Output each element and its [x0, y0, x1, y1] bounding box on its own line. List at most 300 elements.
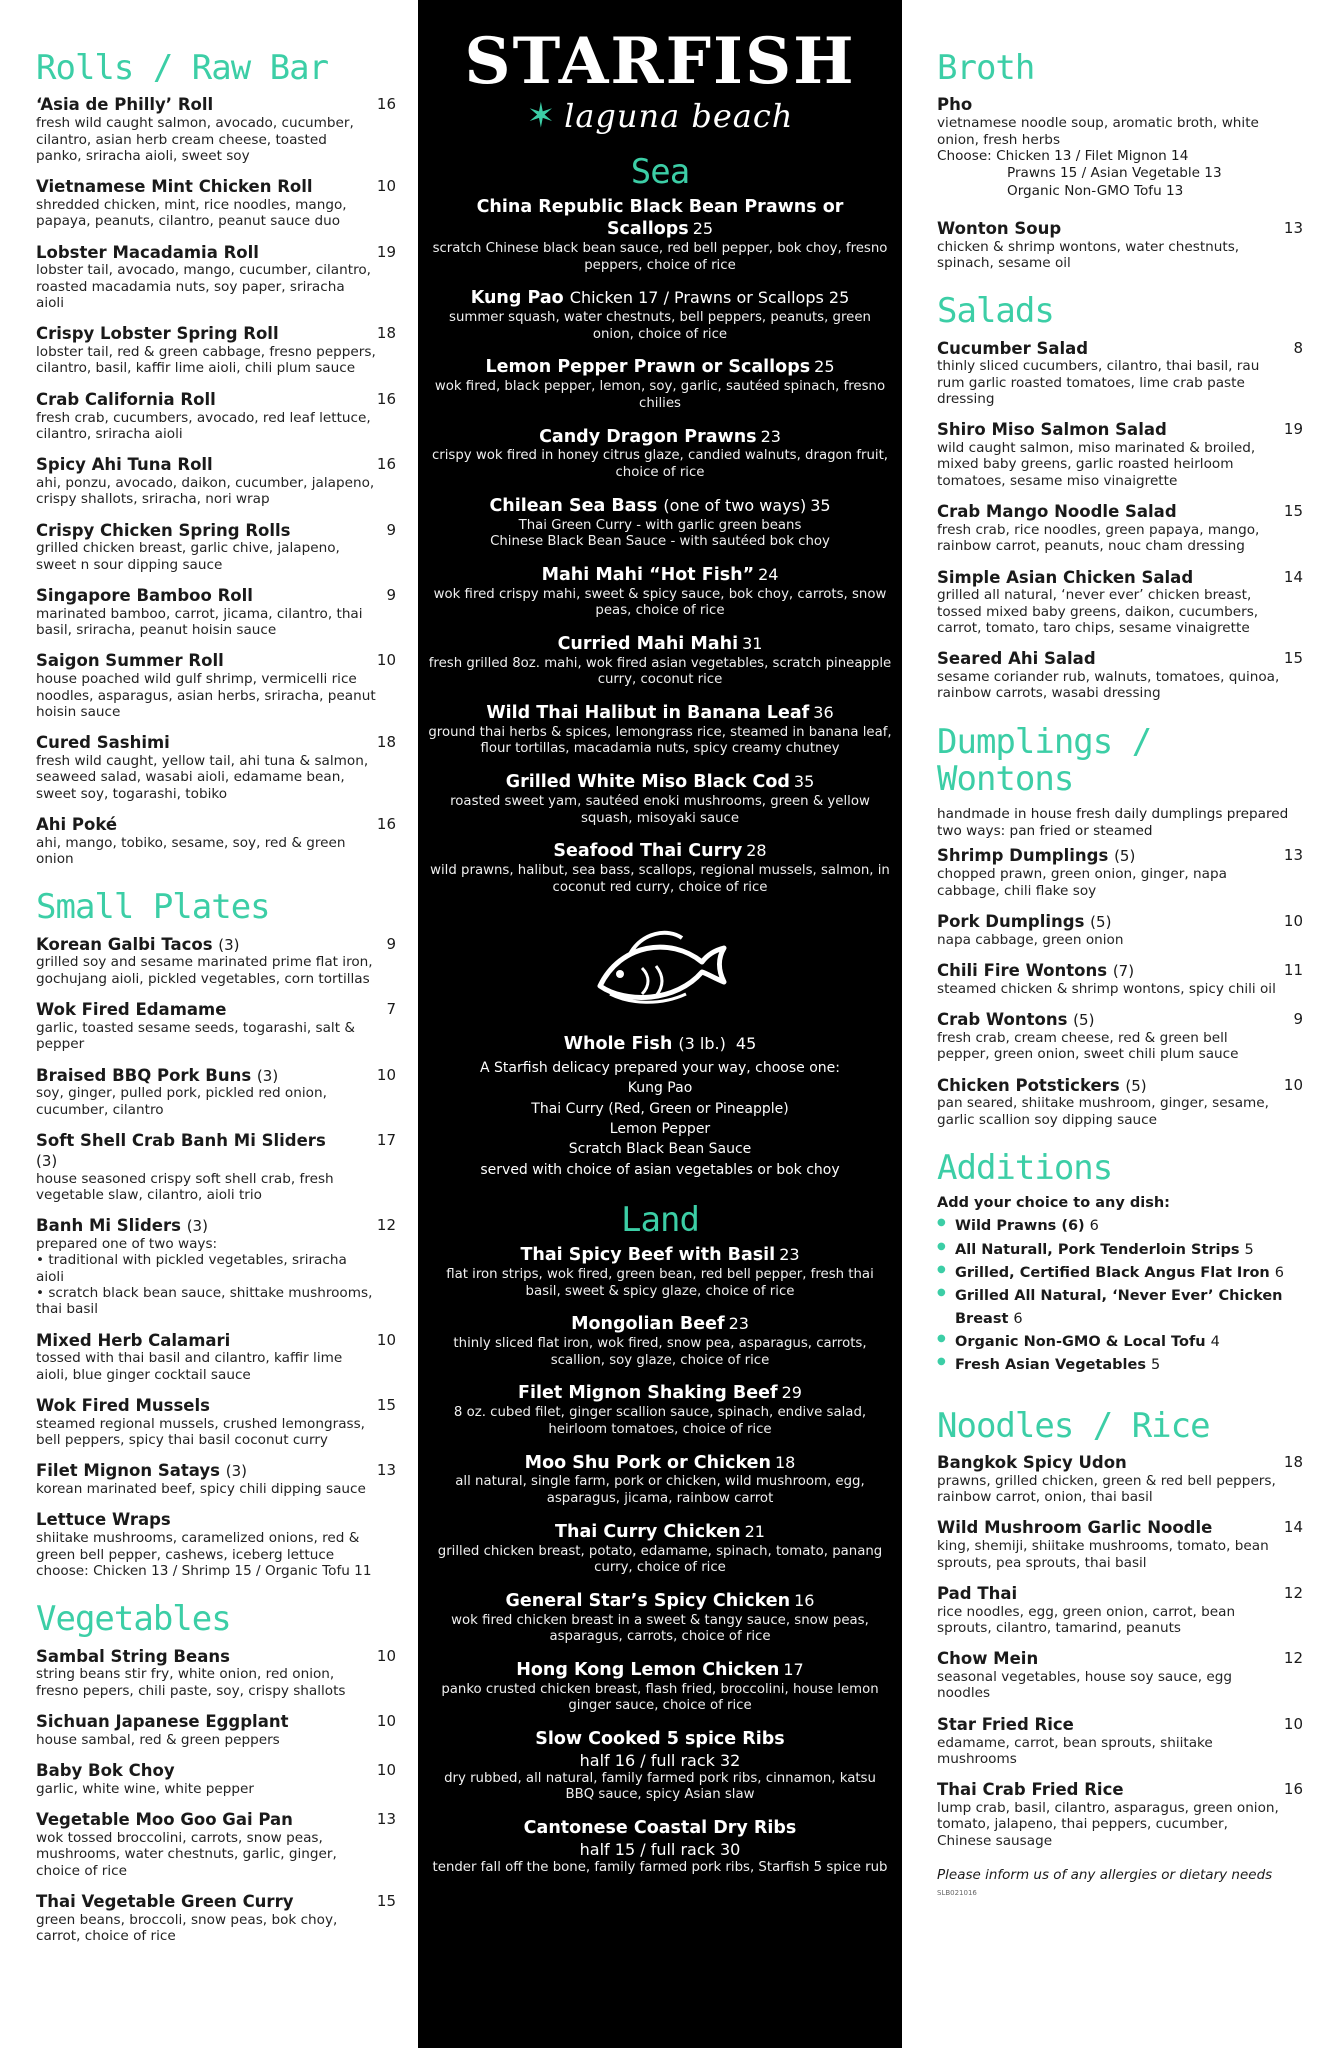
item-name	[428, 841, 892, 863]
item-desc: wok fired chicken breast in a sweet & tangy sauce, snow peas, asparagus, carrots, choice of rice	[451, 1612, 869, 1645]
item-desc: wild caught salmon, miso marinated & broiled, mixed baby greens, garlic roasted heirloom tomatoes, sesame miso vinaigrette	[937, 440, 1256, 489]
item-name	[937, 846, 1303, 866]
item-name-text: Pork Dumplings	[937, 911, 1085, 931]
item-name-text: Soft Shell Crab Banh Mi Sliders	[36, 1130, 326, 1150]
item-price: 31	[742, 633, 763, 653]
item-name	[937, 912, 1303, 932]
whole-fish-item	[428, 1034, 892, 1180]
item-name-text: Mongolian Beef	[571, 1314, 725, 1335]
item-name-text: Chilean Sea Bass	[489, 495, 658, 516]
item-name	[36, 243, 396, 263]
addition-price: 5	[1244, 1241, 1254, 1258]
pho-name: Pho	[937, 95, 973, 115]
item-portion: (5)	[1125, 1076, 1147, 1095]
menu-item	[428, 197, 892, 274]
additions-lead: Add your choice to any dish:	[937, 1195, 1170, 1212]
menu-item	[36, 586, 396, 638]
whole-fish-price: 45	[735, 1034, 757, 1054]
item-price-options: half 15 / full rack 30	[579, 1839, 741, 1859]
land-list	[428, 1245, 892, 1876]
item-name	[428, 634, 892, 656]
whole-fish-option-line: Lemon Pepper	[609, 1120, 711, 1137]
item-desc: edamame, carrot, bean sprouts, shiitake mushrooms	[937, 1734, 1213, 1767]
item-desc: 8 oz. cubed filet, ginger scallion sauce, spinach, endive salad, heirloom tomatoes, choice of rice	[453, 1405, 867, 1437]
menu-item	[36, 1000, 396, 1052]
item-name-text: Vegetable Moo Goo Gai Pan	[36, 1810, 293, 1830]
item-name	[428, 1591, 892, 1613]
item-desc: napa cabbage, green onion	[937, 931, 1124, 948]
item-desc: wok fired crispy mahi, sweet & spicy sauce, bok choy, carrots, snow peas, choice of rice	[433, 586, 887, 619]
additions-section-title: Additions	[937, 1147, 1113, 1188]
rolls-section-title: Rolls / Raw Bar	[36, 48, 329, 88]
item-desc: lobster tail, avocado, mango, cucumber, cilantro, roasted macadamia nuts, soy paper, sriracha aioli	[36, 262, 371, 311]
item-desc: fresh crab, rice noodles, green papaya, mango, rainbow carrot, peanuts, nouc cham dressing	[937, 521, 1260, 555]
item-name-text: Lettuce Wraps	[36, 1510, 171, 1530]
item-desc: steamed regional mussels, crushed lemongrass, bell peppers, spicy thai basil coconut curry	[36, 1415, 366, 1449]
menu-item	[36, 1131, 396, 1203]
wonton-soup-item	[937, 219, 1303, 271]
wonton-soup-price: 13	[1283, 218, 1303, 237]
item-name-text: Mahi Mahi “Hot Fish”	[541, 564, 755, 585]
item-name	[36, 586, 396, 606]
item-name	[937, 339, 1303, 359]
item-price: 7	[386, 1000, 396, 1019]
additions-list	[937, 1215, 1303, 1377]
menu-item	[36, 1892, 396, 1944]
item-name	[937, 1649, 1303, 1669]
menu-item	[428, 1660, 892, 1715]
item-price: 13	[376, 1461, 396, 1480]
item-name-text: Kung Pao	[470, 288, 564, 309]
item-name	[36, 733, 396, 753]
sea-section-title: Sea	[630, 152, 690, 192]
item-portion: (3)	[225, 1462, 247, 1481]
logo-sub-row	[428, 96, 892, 136]
item-name	[937, 502, 1303, 522]
vegetables-section-title: Vegetables	[36, 1599, 231, 1640]
item-name-text: Hong Kong Lemon Chicken	[516, 1659, 780, 1680]
item-price: 12	[1283, 1583, 1303, 1602]
starfish-icon: ✶	[526, 96, 557, 136]
item-desc: ground thai herbs & spices, lemongrass rice, steamed in banana leaf, flour tortillas, macadamia nuts, spicy creamy chutney	[428, 724, 892, 757]
menu-item	[937, 1649, 1303, 1701]
addition-name: Grilled All Natural, ‘Never Ever’ Chicken Breast	[955, 1287, 1283, 1328]
item-name	[36, 1892, 396, 1912]
item-desc: crispy wok fired in honey citrus glaze, candied walnuts, dragon fruit, choice of rice	[431, 448, 889, 481]
whole-fish-option-line: Scratch Black Bean Sauce	[568, 1141, 752, 1158]
item-name	[36, 1216, 396, 1236]
item-name-text: Thai Vegetable Green Curry	[36, 1891, 294, 1911]
item-price: 28	[746, 841, 767, 861]
item-desc: grilled all natural, ‘never ever’ chicken breast, tossed mixed baby greens, daikon, cucumbers, carrot, tomato, taro chips, sesame vinaigrette	[937, 587, 1259, 636]
whole-fish-options	[428, 1058, 892, 1180]
item-price: 12	[1283, 1649, 1303, 1668]
item-name	[428, 772, 892, 794]
item-portion: Chicken 17 / Prawns or Scallops 25	[569, 288, 850, 308]
item-desc: wok fired, black pepper, lemon, soy, garlic, sautéed spinach, fresno chilies	[434, 379, 886, 411]
item-price: 10	[376, 177, 396, 196]
item-name	[428, 565, 892, 587]
menu-item	[36, 1216, 396, 1317]
item-price: 10	[1283, 1075, 1303, 1094]
item-name-text: Chow Mein	[937, 1649, 1039, 1669]
addition-price: 6	[1013, 1311, 1023, 1328]
menu-item	[428, 634, 892, 689]
item-price: 9	[386, 934, 396, 953]
item-name-text: Sambal String Beans	[36, 1646, 230, 1666]
item-name-text: Filet Mignon Satays	[36, 1461, 220, 1481]
item-name	[36, 177, 396, 197]
item-name-text: Wild Thai Halibut in Banana Leaf	[486, 702, 810, 723]
item-name-text: Seared Ahi Salad	[937, 649, 1096, 669]
starfish-logo	[428, 24, 892, 136]
menu-item	[937, 1584, 1303, 1636]
item-name	[36, 1396, 396, 1416]
item-desc: pan seared, shiitake mushroom, ginger, sesame, garlic scallion soy dipping sauce	[937, 1095, 1269, 1128]
item-price: 9	[386, 520, 396, 539]
item-desc: house poached wild gulf shrimp, vermicelli rice noodles, asparagus, asian herbs, sriracha, peanut hoisin sauce	[36, 671, 376, 720]
item-name	[937, 1780, 1303, 1800]
item-desc: korean marinated beef, spicy chili dipping sauce	[36, 1481, 366, 1498]
menu-item	[36, 651, 396, 720]
addition-price: 5	[1150, 1357, 1161, 1374]
menu-item	[36, 95, 396, 164]
item-name-text: Sichuan Japanese Eggplant	[36, 1712, 289, 1732]
menu-item	[36, 815, 396, 867]
fish-icon	[428, 924, 892, 1016]
salads-list	[937, 339, 1303, 702]
item-price: 16	[794, 1590, 815, 1610]
menu-item	[937, 339, 1303, 408]
menu-item	[36, 1461, 396, 1497]
item-name-text: Cured Sashimi	[36, 733, 170, 753]
item-price: 18	[774, 1452, 796, 1472]
addition-item	[937, 1239, 1303, 1262]
menu-item	[428, 1245, 892, 1300]
item-name	[937, 1076, 1303, 1096]
item-price: 14	[1283, 1518, 1303, 1537]
item-name-text: Chicken Potstickers	[937, 1075, 1120, 1095]
item-name	[36, 390, 396, 410]
item-desc: flat iron strips, wok fired, green bean, red bell pepper, fresh thai basil, sweet & spicy glaze, choice of rice	[446, 1267, 874, 1299]
item-name	[428, 1729, 892, 1751]
item-desc: marinated bamboo, carrot, jicama, cilantro, thai basil, sriracha, peanut hoisin sauce	[36, 605, 363, 639]
vegetables-list	[36, 1647, 396, 1945]
item-price: 25	[814, 357, 835, 377]
item-price: 11	[1283, 960, 1303, 979]
menu-item	[937, 1518, 1303, 1570]
item-desc: house seasoned crispy soft shell crab, fresh vegetable slaw, cilantro, aioli trio	[36, 1170, 334, 1203]
menu-code: SLB021016	[937, 1888, 977, 1897]
addition-name: Grilled, Certified Black Angus Flat Iron	[955, 1264, 1270, 1281]
item-name	[428, 427, 892, 449]
item-desc: steamed chicken & shrimp wontons, spicy chili oil	[937, 980, 1276, 997]
small-plates-list	[36, 935, 396, 1580]
noodles-section-title: Noodles / Rice	[937, 1405, 1210, 1446]
item-desc: summer squash, water chestnuts, bell peppers, peanuts, green onion, choice of rice	[449, 310, 871, 342]
item-price: 15	[376, 1891, 396, 1910]
whole-fish-name: Whole Fish	[563, 1034, 673, 1055]
item-name-text: Vietnamese Mint Chicken Roll	[36, 177, 313, 197]
item-price: 10	[376, 651, 396, 670]
item-portion: (3)	[186, 1217, 208, 1236]
item-desc: rice noodles, egg, green onion, carrot, bean sprouts, cilantro, tamarind, peanuts	[937, 1603, 1236, 1636]
item-desc: lobster tail, red & green cabbage, fresno peppers, cilantro, basil, kaffir lime aioli, chili plum sauce	[36, 344, 376, 377]
item-name	[428, 1314, 892, 1336]
item-desc: string beans stir fry, white onion, red onion, fresno pepers, chili paste, soy, crispy shallots	[36, 1666, 346, 1699]
item-portion: (5)	[1090, 912, 1112, 931]
item-desc: prepared one of two ways:	[36, 1235, 218, 1252]
item-price: 19	[376, 242, 396, 261]
item-price: 24	[758, 564, 779, 584]
item-desc-extra: • scratch black bean sauce, shittake mushrooms, thai basil	[36, 1284, 373, 1318]
item-name	[937, 1010, 1303, 1030]
item-portion: (7)	[1112, 961, 1135, 980]
item-desc: wok tossed broccolini, carrots, snow peas, mushrooms, water chestnuts, garlic, ginger, choice of rice	[36, 1830, 337, 1879]
pho-desc: vietnamese noodle soup, aromatic broth, white onion, fresh herbs	[937, 115, 1259, 148]
menu-item	[36, 733, 396, 802]
addition-item	[937, 1354, 1303, 1377]
menu-item	[428, 841, 892, 896]
item-name-text: Crab Wontons	[937, 1010, 1068, 1030]
menu-item	[36, 521, 396, 573]
menu-item	[428, 1453, 892, 1508]
item-name-text: Banh Mi Sliders	[36, 1216, 181, 1236]
item-name	[36, 324, 396, 344]
menu-item	[937, 1780, 1303, 1849]
addition-item	[937, 1331, 1303, 1354]
addition-name: Wild Prawns (6)	[955, 1218, 1085, 1235]
item-desc: Thai Green Curry - with garlic green beans	[518, 517, 802, 533]
item-desc: grilled chicken breast, garlic chive, jalapeno, sweet n sour dipping sauce	[36, 540, 340, 573]
item-price: 10	[376, 1646, 396, 1665]
item-desc: fresh grilled 8oz. mahi, wok fired asian vegetables, scratch pineapple curry, coconut rice	[428, 655, 892, 688]
item-price: 9	[1293, 1010, 1303, 1029]
rolls-list	[36, 95, 396, 867]
item-price: 23	[779, 1245, 800, 1265]
item-name-text: Star Fried Rice	[937, 1714, 1074, 1734]
menu-item	[36, 1331, 396, 1383]
item-price: 16	[376, 389, 396, 408]
item-name	[36, 1066, 396, 1086]
pho-choice-line-2: Prawns 15 / Asian Vegetable 13	[1007, 165, 1222, 182]
menu-item	[36, 390, 396, 442]
item-name	[36, 1647, 396, 1667]
menu-item	[36, 1510, 396, 1579]
item-name	[428, 703, 892, 725]
item-desc: thinly sliced flat iron, wok fired, snow pea, asparagus, carrots, scallion, soy glaze, choice of rice	[453, 1336, 867, 1368]
item-desc: tossed with thai basil and cilantro, kaffir lime aioli, blue ginger cocktail sauce	[36, 1350, 343, 1383]
item-name-text: Baby Bok Choy	[36, 1761, 175, 1781]
item-desc: shiitake mushrooms, caramelized onions, red & green bell pepper, cashews, iceberg lettuce	[36, 1530, 360, 1563]
item-name	[36, 1461, 396, 1481]
menu-item	[937, 1076, 1303, 1128]
item-name-text: Crispy Lobster Spring Roll	[36, 324, 279, 344]
item-name-text: Crispy Chicken Spring Rolls	[36, 520, 291, 540]
pho-choice-line-1: Choose: Chicken 13 / Filet Mignon 14	[937, 147, 1189, 164]
item-portion: (5)	[1073, 1011, 1095, 1030]
addition-item	[937, 1285, 1303, 1331]
item-portion: (3)	[218, 935, 240, 954]
item-name	[36, 1810, 396, 1830]
wonton-soup-desc: chicken & shrimp wontons, water chestnuts, spinach, sesame oil	[937, 238, 1240, 271]
item-price: 35	[810, 495, 831, 515]
item-name-text: Pad Thai	[937, 1583, 1018, 1603]
item-desc: fresh wild caught, yellow tail, ahi tuna & salmon, seaweed salad, wasabi aioli, edamame bean, sweet soy, togarashi, tobiko	[36, 752, 369, 802]
item-name	[36, 1712, 396, 1732]
item-desc: roasted sweet yam, sautéed enoki mushrooms, green & yellow squash, misoyaki sauce	[450, 793, 870, 826]
menu-item	[937, 912, 1303, 948]
whole-fish-weight: (3 lb.)	[678, 1034, 726, 1054]
right-column	[902, 0, 1325, 2048]
item-price: 13	[376, 1810, 396, 1829]
item-desc: all natural, single farm, pork or chicken, wild mushroom, egg, asparagus, jicama, rainbow carrot	[455, 1474, 865, 1507]
pho-choices	[937, 148, 1303, 201]
item-name	[36, 95, 396, 115]
item-name-text: Korean Galbi Tacos	[36, 934, 213, 954]
item-desc-extra: choose: Chicken 13 / Shrimp 15 / Organic Tofu 11	[36, 1562, 372, 1579]
item-name-text: Seafood Thai Curry	[553, 841, 743, 862]
item-name	[428, 1660, 892, 1682]
item-name-text: Shrimp Dumplings	[937, 846, 1109, 866]
item-name	[36, 935, 396, 955]
item-desc-extra: • traditional with pickled vegetables, sriracha aioli	[36, 1252, 347, 1285]
menu-item	[937, 1715, 1303, 1767]
menu-item	[937, 1453, 1303, 1505]
middle-column	[418, 0, 902, 2048]
item-name-text: Thai Curry Chicken	[555, 1521, 741, 1542]
item-desc: thinly sliced cucumbers, cilantro, thai basil, rau rum garlic roasted tomatoes, lime crab paste dressing	[937, 358, 1260, 408]
menu-item	[428, 1314, 892, 1369]
item-name	[937, 1518, 1303, 1538]
whole-fish-option-line: A Starfish delicacy prepared your way, choose one:	[480, 1060, 840, 1077]
item-price: 16	[376, 455, 396, 474]
item-name	[36, 815, 396, 835]
item-name	[36, 1761, 396, 1781]
item-desc: green beans, broccoli, snow peas, bok choy, carrot, choice of rice	[36, 1911, 338, 1945]
menu-item	[937, 1010, 1303, 1062]
item-name	[36, 1000, 396, 1020]
item-price: 10	[376, 1330, 396, 1349]
item-name-text: ‘Asia de Philly’ Roll	[36, 95, 214, 115]
menu-item	[937, 961, 1303, 997]
item-price-options: half 16 / full rack 32	[579, 1750, 741, 1770]
item-name-text: Lemon Pepper Prawn or Scallops	[485, 357, 811, 378]
item-desc: fresh wild caught salmon, avocado, cucumber, cilantro, asian herb cream cheese, toasted panko, sriracha aioli, sweet soy	[36, 115, 354, 164]
item-price: 12	[376, 1216, 396, 1235]
menu-item	[36, 935, 396, 987]
left-column	[0, 0, 418, 2048]
small-plates-section-title: Small Plates	[36, 887, 270, 928]
wonton-soup-name: Wonton Soup	[937, 218, 1062, 238]
menu-item	[428, 288, 892, 343]
menu-item	[428, 1383, 892, 1438]
broth-section-title: Broth	[937, 48, 1035, 88]
item-desc: prawns, grilled chicken, green & red bell peppers, rainbow carrot, onion, thai basil	[937, 1472, 1276, 1506]
item-name	[36, 1131, 396, 1171]
item-name-text: General Star’s Spicy Chicken	[505, 1590, 791, 1611]
item-name-text: Curried Mahi Mahi	[557, 633, 739, 654]
item-name	[36, 455, 396, 475]
item-desc: garlic, toasted sesame seeds, togarashi, salt & pepper	[36, 1019, 355, 1053]
item-desc: sesame coriander rub, walnuts, tomatoes, quinoa, rainbow carrots, wasabi dressing	[937, 669, 1280, 702]
menu-item	[428, 357, 892, 412]
item-name	[428, 1383, 892, 1405]
logo-sub-text: laguna beach	[564, 97, 794, 135]
item-name-text: Crab California Roll	[36, 389, 216, 409]
item-name	[428, 1818, 892, 1840]
item-name	[428, 1245, 892, 1267]
salads-section-title: Salads	[937, 291, 1054, 332]
item-name-text: Crab Mango Noodle Salad	[937, 502, 1177, 522]
item-name	[937, 1584, 1303, 1604]
pho-item	[937, 95, 1303, 200]
item-name	[937, 1715, 1303, 1735]
menu-item	[36, 1066, 396, 1118]
item-price: 9	[386, 585, 396, 604]
menu-item	[36, 1396, 396, 1448]
item-portion: (one of two ways)	[663, 495, 807, 515]
item-name-text: Mixed Herb Calamari	[36, 1330, 231, 1350]
whole-fish-option-line: served with choice of asian vegetables or bok choy	[480, 1161, 840, 1178]
item-price: 25	[692, 219, 714, 239]
item-name	[428, 496, 892, 518]
item-name	[937, 961, 1303, 981]
item-price: 18	[1283, 1453, 1303, 1472]
allergy-note: Please inform us of any allergies or dietary needs	[937, 1866, 1273, 1883]
item-name	[937, 568, 1303, 588]
item-price: 16	[376, 95, 396, 114]
item-price: 15	[376, 1395, 396, 1414]
whole-fish-option-line: Thai Curry (Red, Green or Pineapple)	[531, 1100, 789, 1117]
dumplings-section-title: Dumplings / Wontons	[937, 721, 1152, 800]
item-name	[36, 1510, 396, 1530]
item-price: 23	[728, 1314, 749, 1334]
menu-item	[36, 324, 396, 376]
menu-item	[937, 568, 1303, 637]
item-price: 14	[1283, 567, 1303, 586]
item-portion: (3)	[256, 1066, 279, 1085]
item-desc: wild prawns, halibut, sea bass, scallops, regional mussels, salmon, in coconut red curry, choice of rice	[430, 862, 890, 895]
menu-item	[428, 427, 892, 482]
item-desc: chopped prawn, green onion, ginger, napa cabbage, chili flake soy	[937, 866, 1227, 899]
menu-item	[428, 1818, 892, 1876]
menu-item	[428, 1591, 892, 1646]
item-price: 10	[1283, 1714, 1303, 1733]
item-price: 10	[1283, 911, 1303, 930]
item-desc: grilled soy and sesame marinated prime flat iron, gochujang aioli, pickled vegetables, corn tortillas	[36, 954, 373, 987]
item-name	[428, 288, 892, 310]
item-price: 10	[376, 1065, 396, 1084]
menu-item	[937, 649, 1303, 701]
menu-item	[428, 496, 892, 551]
item-name	[428, 1453, 892, 1475]
item-desc: dry rubbed, all natural, family farmed pork ribs, cinnamon, katsu BBQ sauce, spicy Asian slaw	[444, 1770, 876, 1803]
item-price: 10	[376, 1712, 396, 1731]
item-name-text: Filet Mignon Shaking Beef	[518, 1383, 778, 1404]
item-price: 8	[1293, 338, 1303, 357]
logo-main-text: STARFISH	[464, 24, 856, 99]
dumplings-list	[937, 846, 1303, 1127]
item-desc: soy, ginger, pulled pork, pickled red onion, cucumber, cilantro	[36, 1085, 327, 1118]
item-name-text: Simple Asian Chicken Salad	[937, 567, 1194, 587]
land-section-title: Land	[621, 1199, 699, 1240]
menu-item	[428, 703, 892, 758]
item-price: 10	[376, 1761, 396, 1780]
item-price: 17	[783, 1659, 804, 1679]
addition-price: 4	[1210, 1334, 1220, 1351]
item-price: 36	[813, 702, 834, 722]
